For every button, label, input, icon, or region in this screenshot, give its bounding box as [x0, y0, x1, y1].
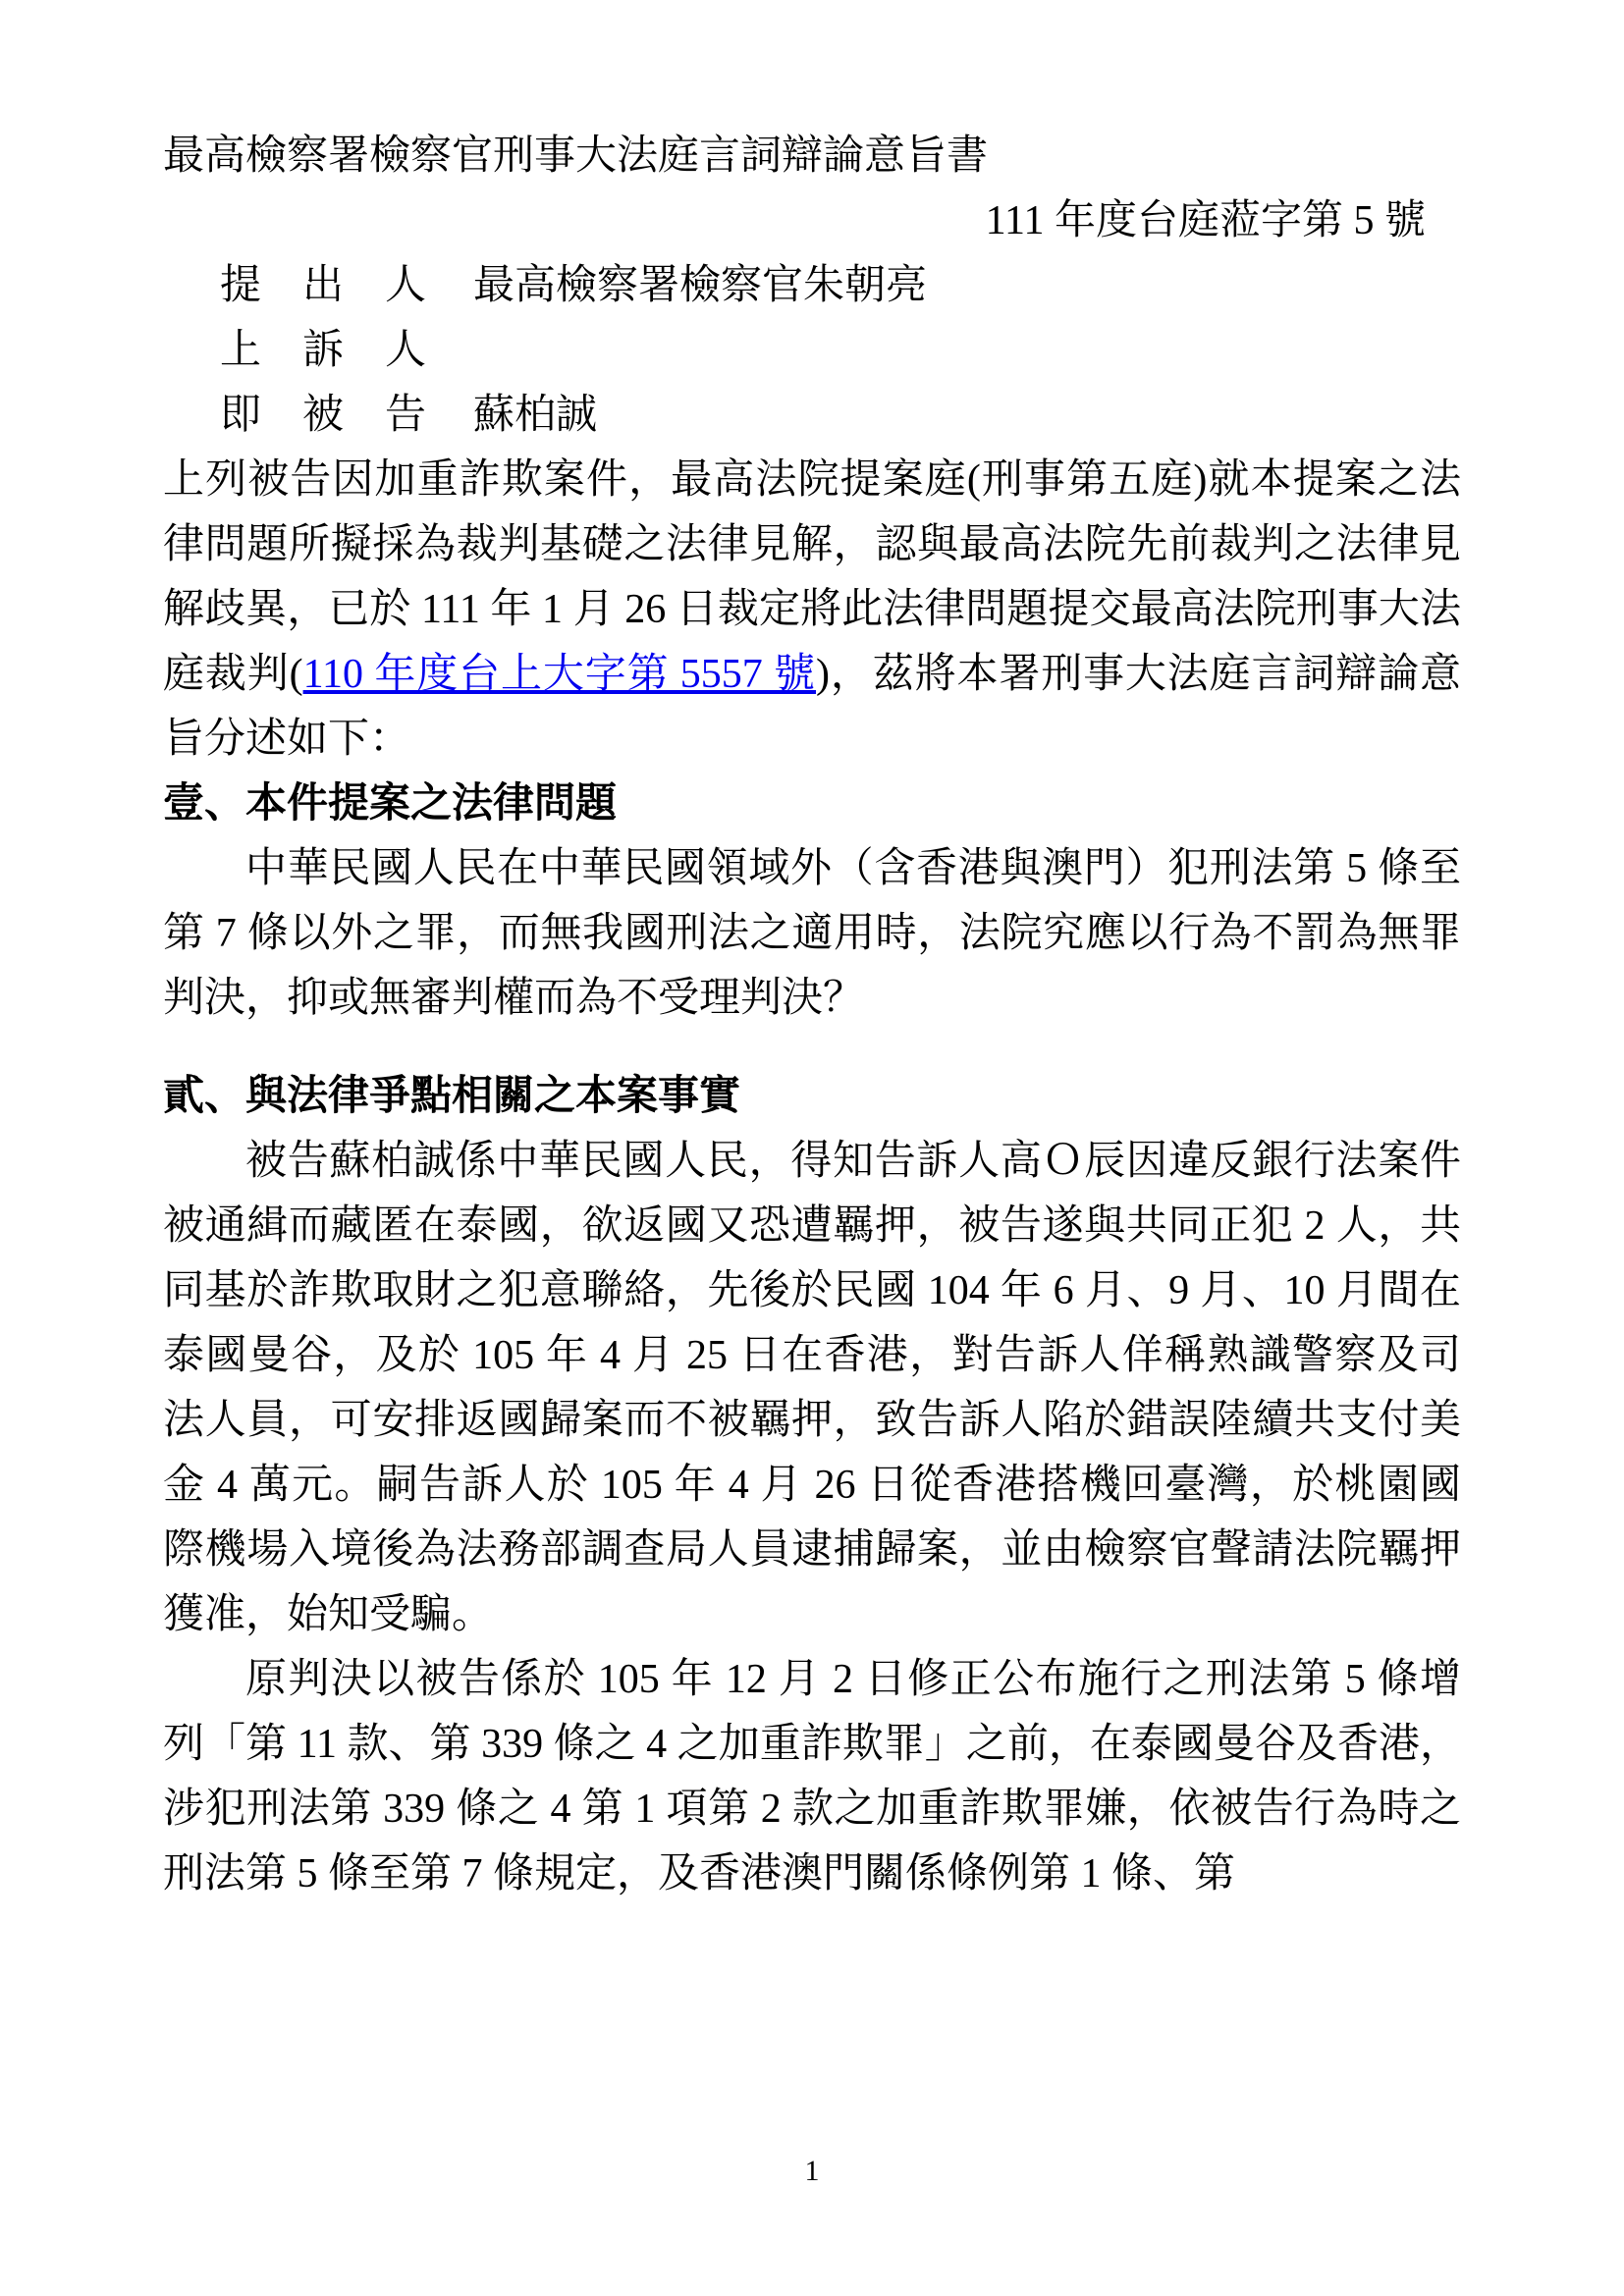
document-body	[163, 124, 1461, 1906]
document-title: 最高檢察署檢察官刑事大法庭言詞辯論意旨書	[163, 133, 989, 179]
section-paragraph-case-facts-1: 被告蘇柏誠係中華民國人民，得知告訴人高Ｏ辰因違反銀行法案件被通緝而藏匿在泰國，欲返國又恐遭羈押，被告遂與共同正犯 2 人，共同基於詐欺取財之犯意聯絡，先後於民國 104 年 6 月、9 月、10 月間在泰國曼谷，及於 105 年 4 月 25 日在香港，對告訴人佯稱熟識警察及司法人員，可安排返國歸案而不被羈押，致告訴人陷於錯誤陸續共支付美金 4 萬元。嗣告訴人於 105 年 4 月 26 日從香港搭機回臺灣，於桃園國際機場入境後為法務部調查局人員逮捕歸案，並由檢察官聲請法院羈押獲准，始知受騙。	[163, 1139, 1461, 1637]
section-paragraph-legal-question: 中華民國人民在中華民國領域外（含香港與澳門）犯刑法第 5 條至第 7 條以外之罪，而無我國刑法之適用時，法院究應以行為不罰為無罪判決，抑或無審判權而為不受理判決？	[163, 846, 1461, 1021]
section-paragraph-case-facts-2: 原判決以被告係於 105 年 12 月 2 日修正公布施行之刑法第 5 條增列「第 11 款、第 339 條之 4 之加重詐欺罪」之前，在泰國曼谷及香港，涉犯刑法第 339 條之 4 第 1 項第 2 款之加重詐欺罪嫌，依被告行為時之刑法第 5 條至第 7 條規定，及香港澳門關係條例第 1 條、第	[163, 1657, 1461, 1896]
party-role-petitioner: 提 出 人	[220, 263, 427, 308]
party-row-defendant	[163, 383, 1461, 448]
party-name-defendant: 蘇柏誠	[473, 393, 598, 438]
section-heading-legal-question: 壹、本件提案之法律問題	[163, 781, 618, 827]
page-number: 1	[804, 2155, 820, 2187]
party-role-appellant: 上 訴 人	[220, 328, 427, 373]
party-row-appellant	[163, 318, 1461, 383]
party-row-petitioner	[163, 253, 1461, 318]
intro-paragraph	[163, 448, 1461, 772]
case-number: 111 年度台庭蒞字第 5 號	[985, 198, 1426, 243]
party-role-defendant: 即 被 告	[220, 393, 427, 438]
party-name-petitioner: 最高檢察署檢察官朱朝亮	[473, 263, 928, 308]
intro-text-after-link: )，茲將本署刑事大法庭言詞辯論意旨分述如下：	[163, 652, 1461, 762]
case-citation-link[interactable]: 110 年度台上大字第 5557 號	[302, 652, 817, 697]
section-heading-case-facts: 貳、與法律爭點相關之本案事實	[163, 1074, 741, 1119]
intro-text-before-link: 上列被告因加重詐欺案件，最高法院提案庭(刑事第五庭)就本提案之法律問題所擬採為裁判基礎之法律見解，認與最高法院先前裁判之法律見解歧異，已於 111 年 1 月 26 日裁定將此法律問題提交最高法院刑事大法庭裁判(	[163, 457, 1461, 697]
